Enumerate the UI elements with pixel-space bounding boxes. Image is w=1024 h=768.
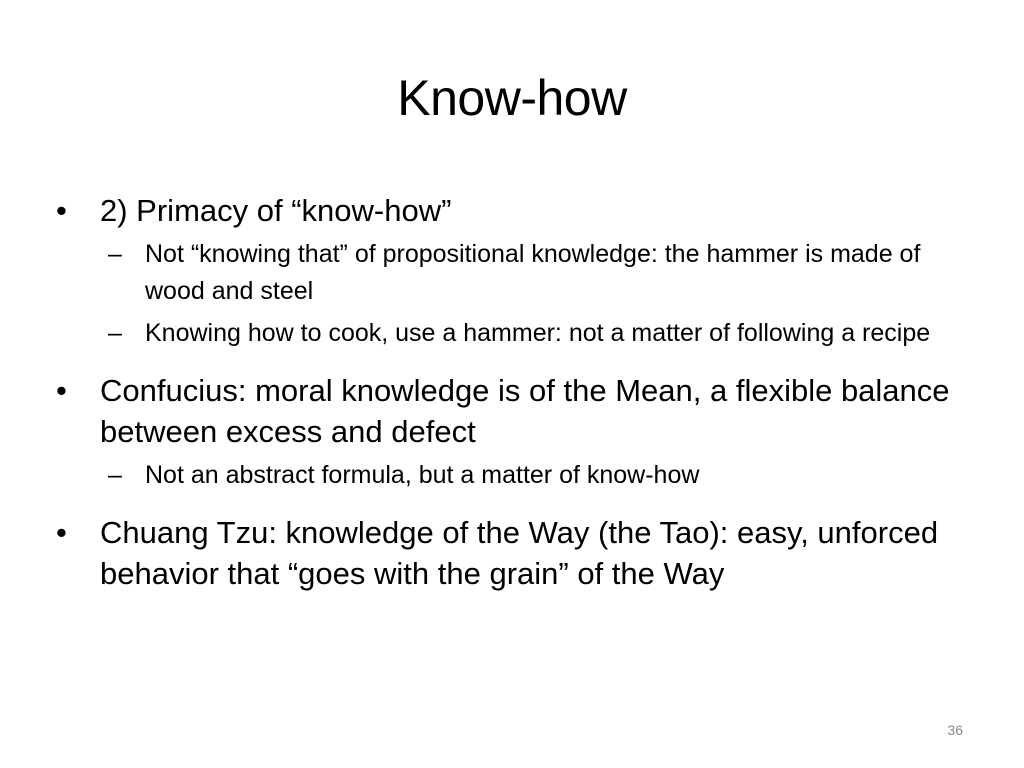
bullet-text: 2) Primacy of “know-how”: [100, 193, 452, 228]
sub-bullet-item: [56, 236, 976, 310]
dash-marker: –: [108, 319, 122, 347]
sub-bullet-text: Not “knowing that” of propositional knowledge: the hammer is made of wood and steel: [145, 240, 921, 305]
bullet-marker: •: [56, 373, 67, 408]
sub-bullet-text: Knowing how to cook, use a hammer: not a matter of following a recipe: [145, 319, 931, 347]
bullet-list: [56, 190, 976, 594]
bullet-marker: •: [56, 193, 67, 228]
dash-marker: –: [108, 240, 122, 268]
bullet-item: [56, 190, 976, 231]
slide-title: Know-how: [397, 70, 627, 126]
sub-bullet-item: [56, 457, 976, 494]
page-number: 36: [947, 722, 963, 738]
bullet-item: [56, 512, 976, 594]
bullet-marker: •: [56, 515, 67, 550]
dash-marker: –: [108, 461, 122, 489]
sub-bullet-text: Not an abstract formula, but a matter of know-how: [145, 461, 700, 489]
sub-bullet-item: [56, 315, 976, 352]
bullet-item: [56, 370, 976, 452]
bullet-text: Chuang Tzu: knowledge of the Way (the Tao): easy, unforced behavior that “goes with the grain” of the Way: [100, 515, 939, 591]
bullet-text: Confucius: moral knowledge is of the Mean, a flexible balance between excess and defect: [100, 373, 950, 449]
